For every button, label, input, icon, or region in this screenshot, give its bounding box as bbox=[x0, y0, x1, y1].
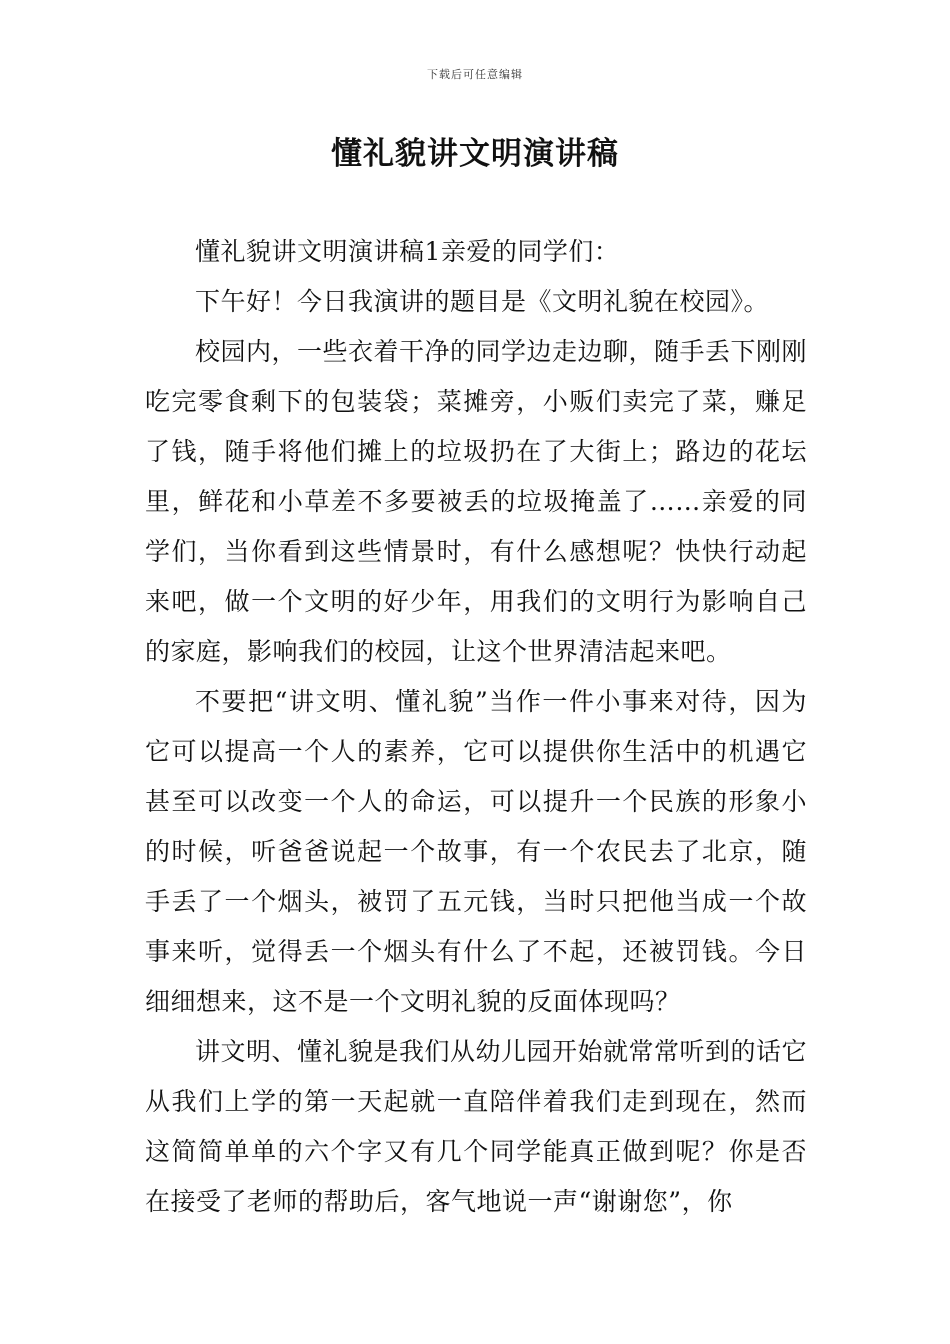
paragraph-importance: 不要把“讲文明、懂礼貌”当作一件小事来对待，因为它可以提高一个人的素养，它可以提供你生活中的机遇它甚至可以改变一个人的命运，可以提升一个民族的形象小的时候，听爸爸说起一个故事，有一个农民去了北京，随手丢了一个烟头，被罚了五元钱，当时只把他当成一个故事来听，觉得丢一个烟头有什么了不起，还被罚钱。今日细细想来，这不是一个文明礼貌的反面体现吗？ bbox=[145, 687, 807, 1016]
document-title: 懂礼貌讲文明演讲稿 bbox=[331, 136, 619, 172]
paragraph-practice: 讲文明、懂礼貌是我们从幼儿园开始就常常听到的话它从我们上学的第一天起就一直陪伴着我们走到现在，然而这简简单单的六个字又有几个同学能真正做到呢？你是否在接受了老师的帮助后，客气地说一声“谢谢您”，你 bbox=[145, 1037, 808, 1216]
paragraph-campus-scenes: 校园内，一些衣着干净的同学边走边聊，随手丢下刚刚吃完零食剩下的包装袋；菜摊旁，小贩们卖完了菜，赚足了钱，随手将他们摊上的垃圾扔在了大街上；路边的花坛里，鲜花和小草差不多要被丢的垃圾掩盖了……亲爱的同学们，当你看到这些情景时，有什么感想呢？快快行动起来吧，做一个文明的好少年，用我们的文明行为影响自己的家庭，影响我们的校园，让这个世界清洁起来吧。 bbox=[145, 337, 808, 666]
paragraph-greeting: 懂礼貌讲文明演讲稿1亲爱的同学们： bbox=[195, 237, 620, 266]
paragraph-topic: 下午好！今日我演讲的题目是《文明礼貌在校园》。 bbox=[195, 287, 770, 316]
document-body bbox=[145, 227, 807, 1227]
page-header-note: 下载后可任意编辑 bbox=[427, 68, 523, 81]
